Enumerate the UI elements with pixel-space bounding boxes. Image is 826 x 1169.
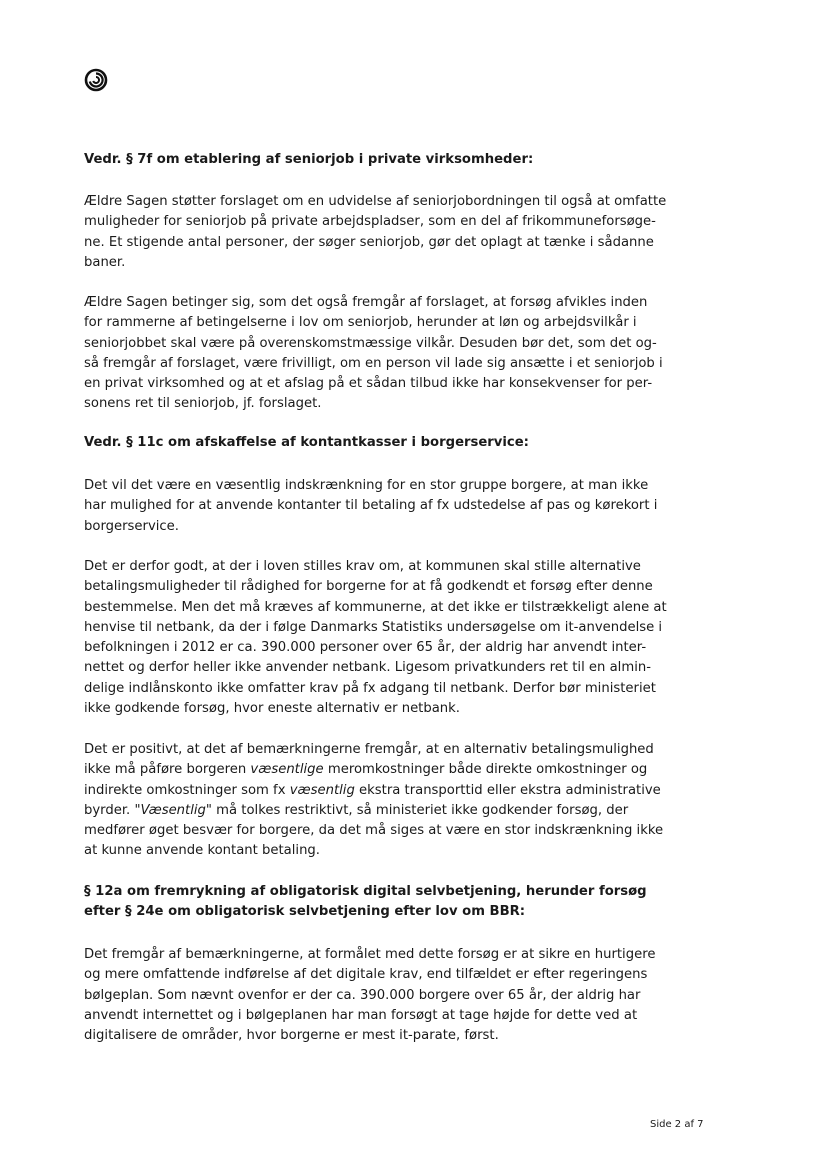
text-line: seniorjobbet skal være på overenskomstmæssige vilkår. Desuden bør det, som det og- (84, 335, 657, 351)
text-line: Det vil det være en væsentlig indskrænkning for en stor gruppe borgere, at man ikke (84, 478, 649, 493)
paragraph-positive-remarks (84, 740, 724, 862)
text-segment: meromkostninger både direkte omkostninger og (323, 762, 648, 778)
text-line: muligheder for seniorjob på private arbejdspladser, som en del af frikommuneforsøge- (84, 214, 656, 230)
text-line: henvise til netbank, da der i følge Danmarks Statistiks undersøgelse om it-anvendelse i (84, 619, 663, 635)
paragraph-seniorjob-conditions (84, 293, 724, 415)
section-heading-seniorjob: Vedr. § 7f om etablering af seniorjob i private virksomheder: (84, 152, 534, 167)
text-segment: byrder. (84, 802, 135, 818)
text-line: nettet og derfor heller ikke anvender netbank. Ligesom privatkunders ret til en almin- (84, 660, 651, 676)
emphasis-text: "Væsentlig" (134, 802, 212, 818)
emphasis-text: væsentlige (250, 762, 324, 778)
text-line: sonens ret til seniorjob, jf. forslaget. (84, 396, 322, 412)
text-line: betalingsmuligheder til rådighed for borgerne for at få godkendt et forsøg efter denne (84, 579, 653, 595)
text-line: befolkningen i 2012 er ca. 390.000 personer over 65 år, der aldrig har anvendt inter- (84, 640, 647, 656)
text-segment: ekstra transporttid eller ekstra administrative (354, 782, 661, 798)
text-line: en privat virksomhed og at et afslag på et sådan tilbud ikke har konsekvenser for per- (84, 376, 653, 392)
text-segment: indirekte omkostninger som fx (84, 782, 290, 798)
text-line: Ældre Sagen støtter forslaget om en udvidelse af seniorjobordningen til også at omfatte (84, 194, 667, 209)
text-line: Det er positivt, at det af bemærkningerne fremgår, at en alternativ betalingsmulighed (84, 742, 654, 757)
text-line: bølgeplan. Som nævnt ovenfor er der ca. 390.000 borgere over 65 år, der aldrig har (84, 987, 641, 1003)
text-line: delige indlånskonto ikke omfatter krav på fx adgang til netbank. Derfor bør ministeriet (84, 680, 656, 696)
section-heading-digital-selvbetjening (84, 882, 724, 923)
page-number: Side 2 af 7 (650, 1119, 704, 1130)
text-line: Ældre Sagen betinger sig, som det også fremgår af forslaget, at forsøg afvikles inden (84, 295, 648, 310)
text-segment: ikke må påføre borgeren (84, 762, 251, 778)
text-line: ikke godkende forsøg, hvor eneste alternativ er netbank. (84, 701, 460, 717)
section-heading-kontantkasser: Vedr. § 11c om afskaffelse af kontantkasser i borgerservice: (84, 435, 529, 450)
heading-line: efter § 24e om obligatorisk selvbetjening efter lov om BBR: (84, 904, 526, 920)
text-line: har mulighed for at anvende kontanter til betaling af fx udstedelse af pas og kørekort i (84, 498, 658, 514)
text-line: digitalisere de områder, hvor borgerne er mest it-parate, først. (84, 1028, 499, 1044)
text-line: bestemmelse. Men det må kræves af kommunerne, at det ikke er tilstrækkeligt alene at (84, 599, 667, 615)
text-line: ne. Et stigende antal personer, der søger seniorjob, gør det oplagt at tænke i sådanne (84, 234, 654, 250)
text-line: Det fremgår af bemærkningerne, at formålet med dette forsøg er at sikre en hurtigere (84, 947, 656, 962)
text-line (84, 760, 724, 780)
text-line (84, 781, 724, 801)
text-line: medfører øget besvær for borgere, da det må siges at være en stor indskrænkning ikke (84, 823, 664, 839)
text-line: borgerservice. (84, 518, 179, 534)
emphasis-text: væsentlig (289, 782, 355, 798)
text-line: anvendt internettet og i bølgeplanen har man forsøgt at tage højde for dette ved at (84, 1007, 638, 1023)
text-segment: må tolkes restriktivt, så ministeriet ikke godkender forsøg, der (211, 802, 629, 818)
text-line: for rammerne af betingelserne i lov om seniorjob, herunder at løn og arbejdsvilkår i (84, 315, 637, 331)
text-line: baner. (84, 254, 126, 270)
text-line: Det er derfor godt, at der i loven stilles krav om, at kommunen skal stille alternative (84, 559, 641, 574)
paragraph-alternative-payment (84, 557, 724, 719)
paragraph-seniorjob-support (84, 192, 724, 273)
text-line (84, 801, 724, 821)
paragraph-cash-limitation (84, 476, 724, 537)
heading-line: § 12a om fremrykning af obligatorisk digital selvbetjening, herunder forsøg (84, 884, 647, 899)
text-line: og mere omfattende indførelse af det digitale krav, end tilfældet er efter regeringens (84, 967, 648, 983)
spiral-logo-icon (84, 68, 108, 92)
text-line: så fremgår af forslaget, være frivilligt, om en person vil lade sig ansætte i et seniorjob i (84, 355, 663, 371)
paragraph-digital-requirement (84, 945, 724, 1046)
text-line: at kunne anvende kontant betaling. (84, 843, 320, 859)
